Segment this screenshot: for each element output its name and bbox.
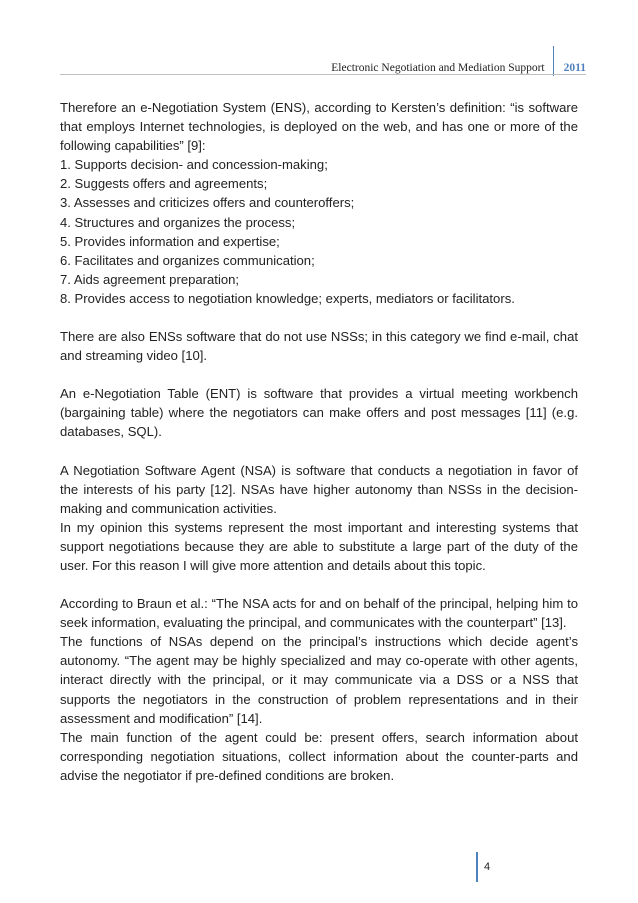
list-item: 6. Facilitates and organizes communication; [60, 252, 315, 268]
list-item: 5. Provides information and expertise; [60, 233, 280, 249]
paragraph-nsa-functions: The functions of NSAs depend on the principal’s instructions which decide agent’s autonomy. “The agent may be highly specialized and may co-operate with other agents, interact directly with the principal, or it may communicate via a DSS or a NSS that supports the negotiators in the construction of problem representations and in their assessment and modification” [14]. [60, 634, 578, 726]
page-header [331, 46, 586, 76]
list-item: 4. Structures and organizes the process; [60, 214, 296, 230]
page-footer [476, 852, 490, 882]
page-number: 4 [484, 861, 491, 873]
capabilities-list [60, 155, 578, 308]
paragraph-ens-without-nss: There are also ENSs software that do not use NSSs; in this category we find e-mail, chat and streaming video [10]. [60, 329, 578, 364]
header-year: 2011 [563, 62, 586, 74]
paragraph-main-function: The main function of the agent could be: present offers, search information about corresponding negotiation situations, collect information about the counter-parts and advise the negotiator if pre-defined conditions are broken. [60, 729, 578, 783]
paragraph-nsa: A Negotiation Software Agent (NSA) is software that conducts a negotiation in favor of the interests of his party [12]. NSAs have higher autonomy than NSSs in the decision-making and communication activities. [60, 462, 578, 516]
list-item: 7. Aids agreement preparation; [60, 271, 240, 287]
list-item: 2. Suggests offers and agreements; [60, 176, 268, 192]
paragraph-ens-definition: Therefore an e-Negotiation System (ENS), according to Kersten’s definition: “is software that employs Internet technologies, is deployed on the web, and has one or more of the following capabilities” [9]: [60, 100, 578, 154]
list-item: 3. Assesses and criticizes offers and counteroffers; [60, 195, 355, 211]
header-rule [60, 74, 586, 75]
paragraph-opinion: In my opinion this systems represent the most important and interesting systems that support negotiations because they are able to substitute a large part of the duty of the user. For this reason I will give more attention and details about this topic. [60, 519, 578, 573]
list-item: 8. Provides access to negotiation knowledge; experts, mediators or facilitators. [60, 290, 515, 306]
header-title: Electronic Negotiation and Mediation Support [331, 62, 545, 74]
paragraph-ent: An e-Negotiation Table (ENT) is software that provides a virtual meeting workbench (bargaining table) where the negotiators can make offers and post messages [11] (e.g. databases, SQL). [60, 386, 578, 440]
document-body [60, 98, 578, 785]
paragraph-braun: According to Braun et al.: “The NSA acts for and on behalf of the principal, helping him to seek information, evaluating the principal, and communicates with the counterpart” [13]. [60, 596, 578, 631]
list-item: 1. Supports decision- and concession-making; [60, 157, 328, 173]
